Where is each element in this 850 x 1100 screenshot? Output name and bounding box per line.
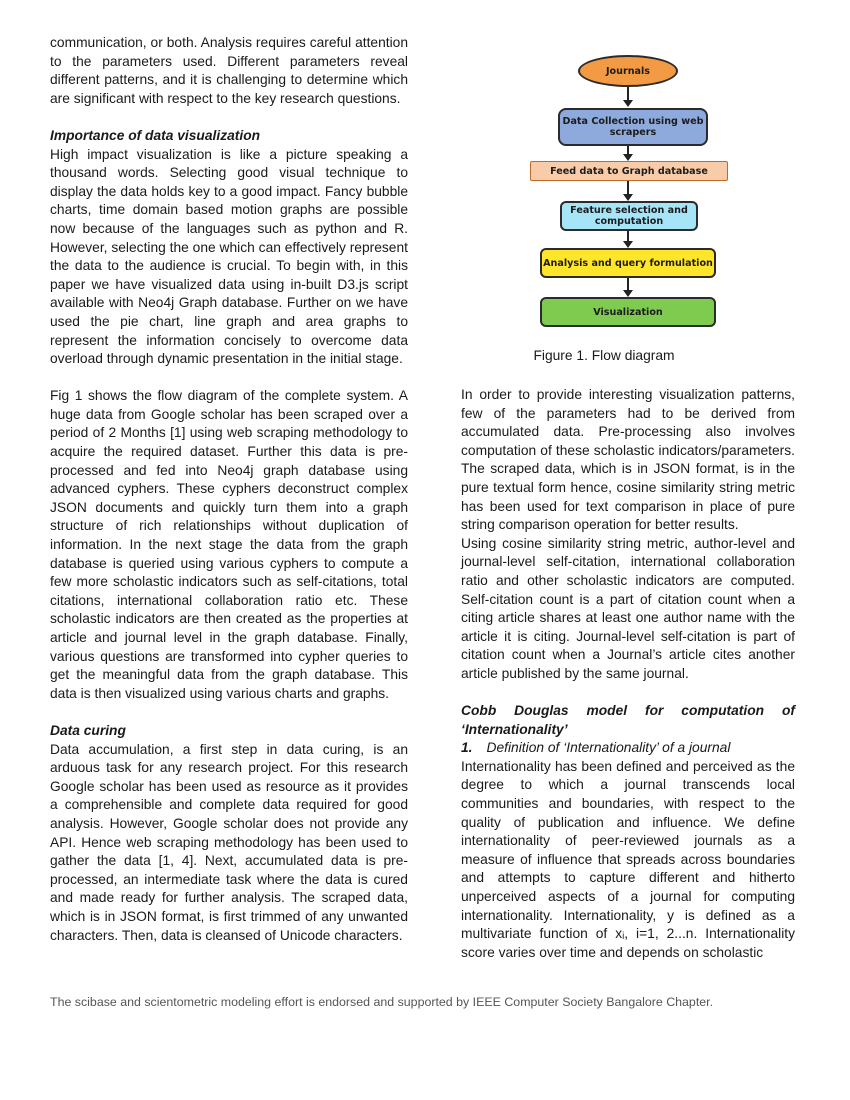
footnote: The scibase and scientometric modeling effort is endorsed and supported by IEEE Computer Society Bangalore Chapter. <box>50 995 714 1009</box>
flow-arrow <box>627 146 629 155</box>
intro-paragraph: communication, or both. Analysis requires careful attention to the parameters used. Different parameters reveal different patterns, and it is challenging to determine which are significant with respect to the key research questions. <box>50 35 408 106</box>
flow-node-visualization: Visualization <box>540 297 716 327</box>
flow-description-paragraph: Fig 1 shows the flow diagram of the complete system. A huge data from Google scholar has been scraped over a period of 2 Months [1] using web scraping methodology to acquire the required dataset. Further this data is pre-processed and fed into Neo4j graph database using advanced cyphers. These cyphers deconstruct complex JSON documents and quickly turn them into a graph structure of rich relationships without duplication of information. In the next stage the data from the graph database is queried using various cyphers to compute a few more scholastic indicators such as self-citations, total citations, international collaboration ratio etc. These scholastic indicators are then created as the properties at article and journal level in the graph database. Finally, various questions are transformed into cypher queries to get the meaningful data from the graph database. This data is then visualized using various charts and graphs. <box>50 388 408 701</box>
right-column <box>461 386 795 962</box>
flow-arrow <box>627 278 629 291</box>
section-heading-visualization: Importance of data visualization <box>50 127 261 143</box>
section-heading-data-curing: Data curing <box>50 722 126 738</box>
parameters-paragraph: In order to provide interesting visualization patterns, few of the parameters had to be derived from accumulated data. Pre-processing also involves computation of these scholastic indicators/parameters. The scraped data, which is in JSON format, is in the pure textual form hence, cosine similarity string metric has been used for text comparison in place of pure string comparison operation for better results. <box>461 387 795 533</box>
internationality-paragraph: Internationality has been defined and perceived as the degree to which a journal transcends local communities and boundaries, with respect to the quality of publication and influence. We define internationality of peer-reviewed journals as a measure of influence that spreads across boundaries and attempts to capture different and hitherto unperceived aspects of a journal for computing internationality. Internationality, y is defined as a multivariate function of xᵢ, i=1, 2...n. Internationality score varies over time and depends on scholastic <box>461 758 795 960</box>
flow-node-journals: Journals <box>578 55 678 87</box>
flow-arrow <box>627 231 629 242</box>
flow-arrow <box>627 87 629 101</box>
section-heading-cobb-douglas: Cobb Douglas model for computation of ‘Internationality’ <box>461 703 795 737</box>
subsection-title: Definition of ‘Internationality’ of a journal <box>486 740 731 756</box>
flow-node-feature-selection: Feature selection and computation <box>560 201 698 231</box>
subsection-number: 1. <box>461 740 473 756</box>
figure-caption: Figure 1. Flow diagram <box>533 348 675 363</box>
visualization-paragraph: High impact visualization is like a picture speaking a thousand words. Selecting good visual technique to display the data holds key to a good impact. Fancy bubble charts, time domain based motion graphs are possible now because of the languages such as python and R. However, selecting the one which can effectively represent the data to the audience is crucial. To begin with, in this paper we have visualized data using in-built D3.js script available with Neo4j Graph database. Further on we have used the pie chart, line graph and area graphs to represent the information concisely to overcome data overload through dynamic presentation in the initial stage. <box>50 146 408 367</box>
left-column <box>50 34 408 945</box>
flow-node-analysis: Analysis and query formulation <box>540 248 716 278</box>
data-curing-paragraph: Data accumulation, a first step in data curing, is an arduous task for any research project. For this research Google scholar has been used as resource as it provides a comprehensible and complete data required for good analysis. However, Google scholar does not provide any API. Hence web scraping methodology has been used to gather the data [1, 4]. Next, accumulated data is pre-processed, an intermediate task where the data is cured and made ready for further analysis. The scraped data, which is in JSON format, is first trimmed of any unwanted characters. Then, data is cleansed of Unicode characters. <box>50 741 408 943</box>
flow-diagram <box>520 48 740 348</box>
flow-node-feed-graph-db: Feed data to Graph database <box>530 161 728 181</box>
subsection-heading-internationality <box>461 739 795 758</box>
flow-node-data-collection: Data Collection using web scrapers <box>558 108 708 146</box>
cosine-similarity-paragraph: Using cosine similarity string metric, author-level and journal-level self-citation, international collaboration ratio and other scholastic indicators are computed. Self-citation count is a part of citation count when a citing article shares at least one author name with the article it is citing. Journal-level self-citation is part of citation count when a Journal’s article cites another article published by the same journal. <box>461 535 795 681</box>
flow-arrow <box>627 181 629 195</box>
